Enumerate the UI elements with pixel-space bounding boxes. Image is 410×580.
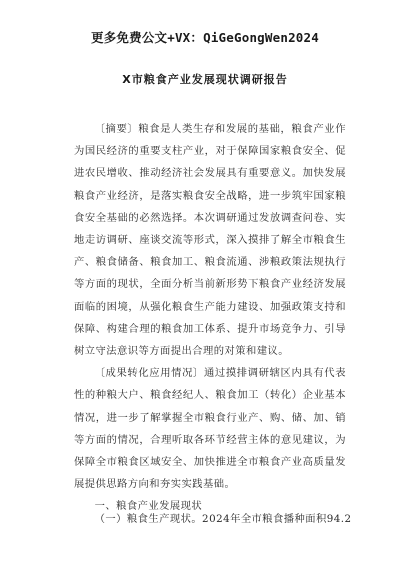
- document-title: X市粮食产业发展现状调研报告: [122, 73, 288, 86]
- abstract-paragraph: 〔摘要〕粮食是人类生存和发展的基础，粮食产业作为国民经济的重要支柱产业，对于保障国家粮食安全、促进农民增收、推动经济社会发展具有重要意义。加快发展粮食产业经济，是落实粮食安全战略，进一步筑牢国家粮食安全基础的必然选择。本次调研通过发放调查问卷、实地走访调研、座谈交流等形式，深入摸排了解全市粮食生产、粮食储备、粮食加工、粮食流通、涉粮政策法规执行等方面的现状，全面分析当前新形势下粮食产业经济发展面临的困境，从强化粮食生产能力建设、加强政策支持和保障、构建合理的粮食加工体系、提升市场竞争力、引导树立守法意识等方面提出合理的对策和建议。: [74, 123, 346, 358]
- section-heading: 一、粮食产业发展现状: [94, 500, 203, 513]
- subsection-paragraph: （一）粮食生产现状。2024年全市粮食播种面积94.2: [94, 513, 352, 525]
- outcome-paragraph: 〔成果转化应用情况〕通过摸排调研辖区内具有代表性的种粮大户、粮食经纪人、粮食加工（转化）企业基本情况，进一步了解掌握全市粮食行业产、购、储、加、销等方面的情况，合理听取各环节经营主体的意见建议，为保障全市粮食区域安全、加快推进全市粮食产业高质量发展提供思路方向和夯实实践基础。: [74, 367, 346, 491]
- promo-header: 更多免费公文+VX：QiGeGongWen2024: [91, 30, 319, 45]
- document-body: [74, 118, 346, 518]
